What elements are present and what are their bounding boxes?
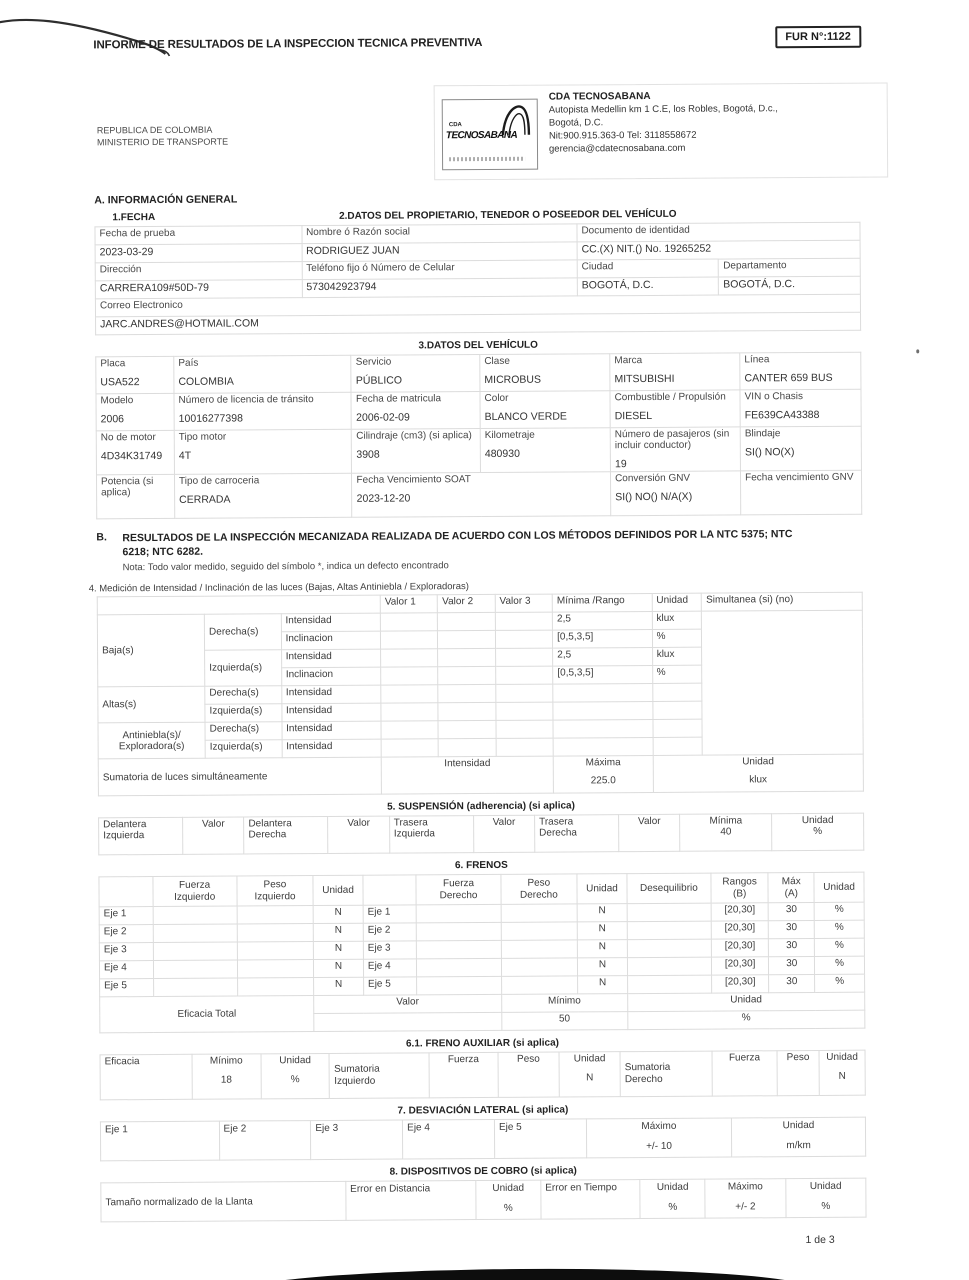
fecha-heading: 1.FECHA [112, 212, 156, 224]
value-slot [381, 739, 438, 757]
tire-size-label: Tamaño normalizado de la Llanta [101, 1181, 346, 1221]
suspension-table [98, 813, 864, 856]
field-label: Fecha de prueba [95, 226, 302, 245]
value-slot [153, 978, 237, 997]
vehicle-cell: Placa USA522 [96, 356, 174, 393]
unit-value: % [652, 665, 702, 683]
lateral-deviation-table [100, 1117, 866, 1162]
col-header: Fuerza [429, 1052, 498, 1097]
value-slot [153, 906, 237, 925]
suspension-pos: Trasera Izquierda [389, 816, 473, 854]
unidad-value: % [628, 1010, 865, 1029]
axle-label: Eje 2 [219, 1121, 311, 1161]
value-slot [314, 1012, 502, 1031]
value-slot [153, 942, 237, 961]
value-slot [237, 942, 314, 960]
cobro-unidad: Unidad % [476, 1180, 541, 1219]
axle-label: Eje 1 [100, 1121, 219, 1161]
section-a-title: A. INFORMACIÓN GENERAL [94, 193, 238, 207]
light-metric: Inclinacion [281, 631, 381, 650]
agency-block [97, 124, 228, 149]
col-header: Peso Izquierdo [237, 876, 314, 906]
owner-heading: 2.DATOS DEL PROPIETARIO, TENEDOR O POSEEDOR DEL VEHÍCULO [339, 208, 677, 222]
axle-label: Eje 5 [363, 977, 417, 995]
light-side: Izquierda(s) [205, 704, 282, 722]
section-a-subheadings [94, 208, 860, 224]
col-header: Mínima /Rango [552, 593, 652, 612]
unit-value: N [313, 905, 363, 923]
sumatoria-label: Sumatoria de luces simultáneamente [98, 757, 381, 796]
col-header: Error en Distancia [346, 1181, 476, 1221]
tecnosabana-logo [442, 99, 538, 171]
field-value: CC.(X) NIT.() No. 19265252 [577, 240, 860, 260]
vehicle-cell: Tipo de carroceria CERRADA [174, 473, 352, 518]
value-slot [501, 922, 578, 940]
cda-info [549, 89, 779, 155]
value-slot [496, 738, 553, 756]
col-header: Peso [498, 1052, 559, 1097]
value-slot [439, 738, 496, 756]
vehicle-cell: Línea CANTER 659 BUS [740, 352, 861, 390]
vehicle-cell: Tipo motor 4T [174, 429, 352, 474]
light-group: Baja(s) [97, 614, 205, 687]
col-header: Peso [777, 1050, 819, 1095]
logo-tagline-blur [449, 157, 525, 161]
range-value: [20,30] [712, 975, 769, 993]
col-header: Valor 3 [495, 594, 552, 612]
cobro-unidad: Unidad % [785, 1178, 866, 1217]
unit-value: N [314, 941, 364, 959]
col-header: Máx (A) [768, 872, 814, 902]
lateral-unidad: Unidad m/km [732, 1117, 866, 1157]
value-slot [381, 703, 438, 721]
max-value: 30 [769, 956, 815, 974]
value-slot [381, 667, 438, 685]
col-header: Unidad [577, 874, 627, 904]
vehicle-table [95, 352, 862, 520]
col-header: Unidad [814, 872, 864, 902]
republic-line: REPUBLICA DE COLOMBIA [96, 124, 213, 136]
value-slot [495, 612, 552, 630]
minima-value: 2,5 [553, 647, 653, 666]
vehicle-cell: Servicio PÚBLICO [351, 355, 480, 393]
value-slot [496, 702, 553, 720]
suspension-pos: Delantera Derecha [244, 816, 328, 854]
field-label: Ciudad [577, 259, 719, 278]
charge-devices-heading: 8. DISPOSITIVOS DE COBRO (si aplica) [389, 1165, 577, 1178]
minima-value: [0,5,3,5] [553, 629, 653, 648]
lights-heading: 4. Medición de Intensidad / Inclinación de las luces (Bajas, Altas Antiniebla / Exploradoras) [88, 581, 469, 595]
vehicle-cell: Color BLANCO VERDE [480, 391, 610, 429]
col-header: Rangos (B) [711, 873, 769, 903]
vehicle-cell: Fecha de matricula 2006-02-09 [351, 392, 480, 430]
light-group: Antiniebla(s)/ Exploradora(s) [98, 722, 205, 759]
fur-number: FUR N°:1122 [775, 26, 861, 49]
vehicle-cell: VIN o Chasis FE639CA43388 [740, 389, 861, 427]
light-metric: Intensidad [281, 703, 381, 722]
value-slot [652, 683, 702, 701]
suspension-minima: Mínima 40 [680, 814, 772, 852]
field-label: Departamento [719, 258, 861, 277]
axle-label: Eje 3 [311, 1120, 403, 1160]
aux-unidad-n: Unidad N [819, 1050, 865, 1095]
value-slot [153, 960, 237, 979]
value-slot [380, 613, 437, 631]
aux-brake-table [100, 1050, 866, 1101]
value-slot [553, 737, 653, 756]
axle-label: Eje 1 [363, 905, 417, 923]
value-slot [495, 666, 552, 684]
value-slot [380, 631, 437, 649]
value-slot [237, 906, 314, 924]
light-metric: Intensidad [282, 739, 382, 758]
brakes-heading: 6. FRENOS [454, 859, 508, 872]
unit-value: N [578, 958, 628, 976]
eficacia-total-label: Eficacia Total [100, 996, 314, 1033]
unit-value: N [577, 904, 627, 922]
value-slot [438, 684, 495, 702]
field-label: Correo Electronico [95, 294, 860, 317]
vehicle-cell: Número de licencia de tránsito 10016277398 [174, 392, 352, 430]
vehicle-cell: Potencia (si aplica) [96, 474, 174, 518]
aux-brake-heading: 6.1. FRENO AUXILIAR (si aplica) [405, 1037, 559, 1050]
field-value: JARC.ANDRES@HOTMAIL.COM [96, 312, 861, 335]
value-slot [417, 922, 501, 941]
value-slot [501, 940, 578, 958]
unit-value: N [314, 977, 364, 995]
value-slot [417, 976, 501, 995]
cda-address-line1: Autopista Medellin km 1 C.E, los Robles, Bogotá, D.c., [548, 103, 778, 116]
vehicle-cell: Número de pasajeros (sin incluir conductor) 19 [610, 427, 740, 472]
value-slot [627, 957, 711, 976]
light-metric: Intensidad [281, 685, 381, 704]
sumatoria-intensidad: Intensidad [381, 756, 553, 794]
value-slot [381, 649, 438, 667]
value-slot [496, 684, 553, 702]
value-slot [627, 975, 711, 994]
suspension-pos: Delantera Izquierda [99, 817, 183, 855]
sumatoria-derecho-label: Sumatoria Derecho [620, 1051, 712, 1097]
value-slot [438, 702, 495, 720]
minima-value: 2,5 [552, 611, 652, 630]
vehicle-cell: Conversión GNV SI() NO() N/A(X) [611, 471, 741, 516]
vehicle-cell: No de motor 4D34K31749 [96, 430, 174, 474]
lateral-heading: 7. DESVIACIÓN LATERAL (si aplica) [397, 1104, 569, 1117]
field-value: BOGOTÁ, D.C. [719, 276, 861, 295]
value-slot [417, 958, 501, 977]
unit-value: % [814, 920, 864, 938]
unit-value: % [814, 902, 864, 920]
unidad-header: Unidad [627, 992, 864, 1011]
max-value: 30 [769, 938, 815, 956]
simultanea-cell [702, 610, 864, 755]
field-label: Dirección [95, 262, 302, 281]
value-slot [417, 940, 501, 959]
lights-table [97, 592, 864, 797]
suspension-unidad: Unidad % [772, 813, 864, 851]
minimo-value: 50 [501, 1012, 627, 1031]
document-title: INFORME DE RESULTADOS DE LA INSPECCION TECNICA PREVENTIVA [93, 37, 483, 52]
range-value: [20,30] [711, 921, 768, 939]
unit-value: % [652, 629, 702, 647]
scan-artifact-dot [916, 349, 919, 353]
light-side: Izquierda(s) [205, 650, 282, 686]
col-header: Valor 1 [380, 595, 437, 613]
minima-value: [0,5,3,5] [553, 665, 653, 684]
value-slot [627, 921, 711, 940]
axle-label: Eje 1 [99, 907, 153, 925]
light-metric: Intensidad [281, 649, 381, 668]
aux-unidad-n: Unidad N [559, 1052, 620, 1097]
valor-header: Valor [183, 817, 244, 854]
value-slot [495, 648, 552, 666]
vehicle-cell: País COLOMBIA [174, 355, 352, 393]
value-slot [553, 683, 653, 702]
value-slot [501, 904, 578, 922]
section-b [96, 527, 862, 560]
cda-header-box [434, 83, 889, 181]
col-header: Fuerza Izquierdo [152, 876, 236, 907]
minimo-header: Mínimo [501, 994, 627, 1013]
cda-address-line2: Bogotá, D.C. [548, 117, 604, 129]
value-slot [363, 875, 417, 905]
axle-label: Eje 4 [363, 959, 417, 977]
field-value: CARRERA109#50D-79 [95, 280, 302, 299]
max-value: 30 [769, 920, 815, 938]
value-slot [496, 720, 553, 738]
unit-value: % [815, 974, 865, 992]
charge-devices-table [100, 1178, 866, 1223]
col-header: Unidad [652, 593, 702, 611]
value-slot [237, 960, 314, 978]
value-slot [97, 595, 380, 615]
suspension-heading: 5. SUSPENSIÓN (adherencia) (si aplica) [387, 800, 575, 813]
aux-unidad: Unidad % [261, 1053, 330, 1098]
value-slot [237, 978, 314, 996]
unit-value: klux [652, 647, 702, 665]
axle-label: Eje 5 [494, 1119, 586, 1159]
value-slot [153, 924, 237, 943]
sumatoria-izquierdo-label: Sumatoria Izquierdo [330, 1053, 430, 1099]
col-header: Simultanea (si) (no) [702, 592, 863, 611]
light-metric: Inclinacion [281, 667, 381, 686]
page-number: 1 de 3 [805, 1233, 835, 1247]
axle-label: Eje 5 [100, 979, 154, 997]
max-value: 30 [769, 974, 815, 992]
col-header: Desequilibrio [627, 873, 711, 904]
lateral-maximo: Máximo +/- 10 [586, 1118, 732, 1158]
unit-value: % [815, 956, 865, 974]
unit-value: N [577, 922, 627, 940]
vehicle-cell: Marca MITSUBISHI [610, 353, 740, 391]
unit-value: % [815, 938, 865, 956]
form-body [88, 190, 866, 1251]
field-value: BOGOTÁ, D.C. [577, 277, 719, 296]
vehicle-cell: Blindaje SI() NO(X) [740, 426, 861, 471]
section-b-note: Nota: Todo valor medido, seguido del símbolo *, indica un defecto encontrado [122, 560, 449, 574]
cobro-maximo: Máximo +/- 2 [705, 1179, 786, 1218]
owner-table [94, 222, 861, 336]
axle-label: Eje 2 [99, 925, 153, 943]
col-header: Peso Derecho [501, 874, 578, 904]
field-value: 2023-03-29 [95, 244, 302, 263]
scan-artifact-curve [0, 6, 192, 67]
ministry-line: MINISTERIO DE TRANSPORTE [96, 136, 229, 148]
col-header: Eficacia [100, 1054, 192, 1100]
value-slot [237, 924, 314, 942]
vehicle-cell: Combustible / Propulsión DIESEL [610, 390, 740, 428]
valor-header: Valor [473, 815, 534, 852]
vehicle-cell: Fecha vencimiento GNV [741, 470, 862, 515]
value-slot [438, 630, 495, 648]
light-metric: Intensidad [281, 613, 381, 632]
axle-label: Eje 3 [99, 943, 153, 961]
valor-header: Valor [314, 994, 502, 1013]
field-label: Documento de identidad [577, 222, 860, 242]
unit-value: N [577, 940, 627, 958]
vehicle-heading: 3.DATOS DEL VEHÍCULO [418, 339, 538, 352]
col-header: Unidad [313, 875, 363, 905]
value-slot [653, 719, 703, 737]
value-slot [438, 648, 495, 666]
value-slot [627, 903, 711, 922]
col-header: Error en Tiempo [541, 1180, 641, 1220]
section-b-title: RESULTADOS DE LA INSPECCIÓN MECANIZADA REALIZADA DE ACUERDO CON LOS MÉTODOS DEFINIDOS POR LA NTC 5375; NTC 6218; NTC 6282. [122, 528, 793, 559]
light-side: Derecha(s) [204, 614, 281, 650]
value-slot [653, 737, 703, 755]
unit-value: N [578, 976, 628, 994]
field-value: 573042923794 [302, 278, 577, 298]
axle-label: Eje 4 [403, 1119, 495, 1159]
axle-label: Eje 4 [99, 961, 153, 979]
value-slot [553, 701, 653, 720]
value-slot [652, 701, 702, 719]
unit-value: N [314, 959, 364, 977]
value-slot [438, 666, 495, 684]
range-value: [20,30] [711, 957, 768, 975]
light-metric: Intensidad [282, 721, 382, 740]
max-value: 30 [768, 902, 814, 920]
logo-cda-text: CDA [448, 122, 462, 129]
value-slot [495, 630, 552, 648]
suspension-pos: Trasera Derecha [535, 815, 619, 853]
value-slot [438, 612, 495, 630]
cda-email: gerencia@cdatecnosabana.com [548, 142, 686, 155]
range-value: [20,30] [711, 903, 768, 921]
axle-label: Eje 3 [363, 941, 417, 959]
light-side: Izquierda(s) [205, 740, 282, 758]
field-label: Teléfono fijo ó Número de Celular [302, 260, 577, 280]
valor-header: Valor [328, 816, 389, 853]
cda-nit-tel: Nit:900.915.363-0 Tel: 3118558672 [548, 129, 697, 142]
value-slot [438, 720, 495, 738]
value-slot [417, 904, 501, 923]
aux-minimo: Mínimo 18 [192, 1054, 261, 1099]
field-label: Nombre ó Razón social [302, 224, 577, 244]
unit-value: N [313, 923, 363, 941]
valor-header: Valor [619, 814, 680, 851]
vehicle-cell: Cilindraje (cm3) (si aplica) 3908 [352, 429, 481, 474]
sumatoria-maxima: Máxima 225.0 [553, 755, 653, 793]
field-value: RODRIGUEZ JUAN [302, 242, 577, 262]
vehicle-cell: Clase MICROBUS [480, 354, 610, 392]
value-slot [381, 685, 438, 703]
section-b-label: B. [96, 531, 107, 544]
value-slot [99, 877, 153, 907]
sumatoria-unidad: Unidad klux [653, 754, 864, 792]
value-slot [501, 976, 578, 994]
unit-value: klux [652, 611, 702, 629]
value-slot [501, 958, 578, 976]
value-slot [627, 939, 711, 958]
col-header: Fuerza Derecho [416, 874, 500, 905]
col-header: Fuerza [712, 1051, 777, 1096]
value-slot [381, 721, 438, 739]
vehicle-cell: Fecha Vencimiento SOAT 2023-12-20 [352, 472, 611, 518]
light-side: Derecha(s) [205, 722, 282, 740]
vehicle-cell: Modelo 2006 [96, 393, 174, 430]
vehicle-cell: Kilometraje 480930 [480, 428, 610, 473]
axle-label: Eje 2 [363, 923, 417, 941]
cobro-unidad: Unidad % [640, 1179, 705, 1218]
value-slot [553, 719, 653, 738]
logo-name-text: TECNOSABANA [445, 129, 518, 142]
light-side: Derecha(s) [205, 686, 282, 704]
cda-name: CDA TECNOSABANA [548, 90, 651, 103]
brakes-table [98, 872, 865, 1034]
range-value: [20,30] [711, 939, 768, 957]
light-group: Altas(s) [98, 686, 205, 723]
col-header: Valor 2 [438, 594, 495, 612]
